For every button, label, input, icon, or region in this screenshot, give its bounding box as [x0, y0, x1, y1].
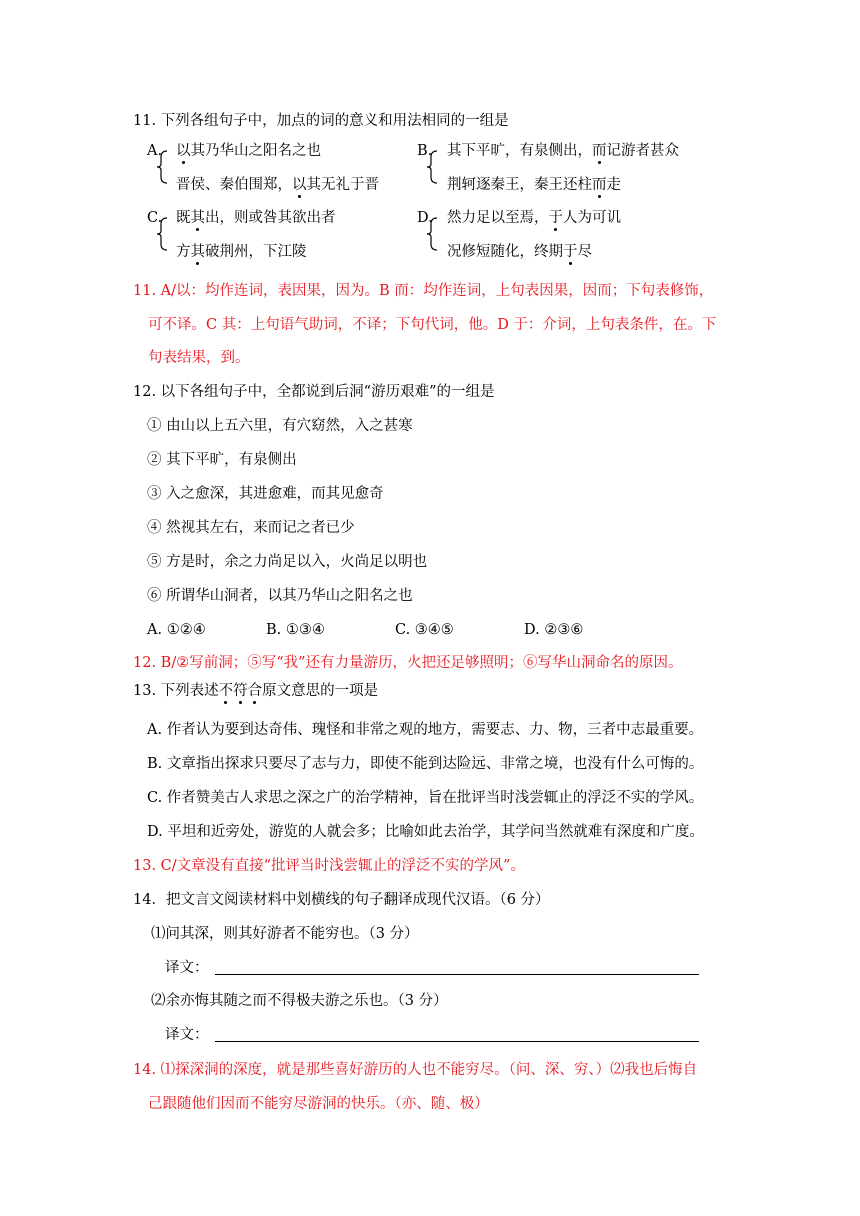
- emphasis-dot-word: 其: [190, 244, 205, 260]
- brace-d: [425, 217, 439, 251]
- emphasis-dot-word: 于: [548, 210, 563, 226]
- emphasis-dot-word: 以: [292, 177, 307, 193]
- q11-d-line1: 然力足以至焉，于人为可讥: [447, 210, 621, 226]
- brace-b: [425, 150, 439, 184]
- question-13-stem: 13. 下列表述不符合原文意思的一项是: [133, 683, 379, 699]
- emphasis-dot-word: 于: [563, 244, 578, 260]
- question-14-stem: 14．把文言文阅读材料中划横线的句子翻译成现代汉语。（6 分）: [133, 892, 550, 908]
- emphasis-dot-word: 不: [218, 683, 234, 699]
- q14-sentence-1: ⑴问其深，则其好游者不能穷也。（3 分）: [151, 926, 419, 942]
- emphasis-dot-word: 合: [247, 683, 263, 699]
- q14-sentence-2: ⑵余亦悔其随之而不得极夫游之乐也。（3 分）: [151, 993, 448, 1009]
- q11-option-a-label: A.: [147, 143, 163, 159]
- q11-b-line2: 荆轲逐秦王，秦王还柱而走: [447, 177, 621, 193]
- q12-option-d: D. ②③⑥: [524, 622, 584, 638]
- emphasis-dot-word: 而: [592, 143, 607, 159]
- question-11-stem: 11. 下列各组句子中，加点的词的意义和用法相同的一组是: [133, 113, 509, 129]
- q13-answer: 13. C/文章没有直接“批评当时浅尝辄止的浮泛不实的学风”。: [133, 858, 525, 874]
- q12-item-1: ① 由山以上五六里，有穴窈然，入之甚寒: [147, 418, 413, 434]
- q13-option-d: D. 平坦和近旁处，游览的人就会多；比喻如此去治学，其学问当然就难有深度和广度。: [147, 824, 704, 840]
- q11-b-line1: 其下平旷，有泉侧出，而记游者甚众: [447, 143, 679, 159]
- q12-item-5: ⑤ 方是时，余之力尚足以入，火尚足以明也: [147, 554, 428, 570]
- q13-option-a: A. 作者认为要到达奇伟、瑰怪和非常之观的地方，需要志、力、物，三者中志最重要。: [147, 722, 704, 738]
- q13-option-b: B. 文章指出探求只要尽了志与力，即使不能到达险远、非常之境，也没有什么可悔的。: [147, 756, 704, 772]
- q11-c-line2: 方其破荆州，下江陵: [176, 244, 307, 260]
- q14-translation-1-label: 译文：: [165, 960, 209, 976]
- q11-answer-line3: 句表结果，到。: [148, 350, 250, 366]
- emphasis-dot-word: 符: [233, 683, 248, 699]
- q12-option-b: B. ①③④: [266, 622, 325, 638]
- brace-a: [155, 150, 169, 184]
- q12-option-c: C. ③④⑤: [395, 622, 454, 638]
- emphasis-dot-word: 以: [176, 143, 191, 159]
- q12-item-2: ② 其下平旷，有泉侧出: [147, 452, 297, 468]
- q11-c-line1: 既其出，则或咎其欲出者: [176, 210, 336, 226]
- q14-translation-2-label: 译文：: [165, 1027, 209, 1043]
- q11-option-b-label: B.: [417, 143, 433, 159]
- q12-item-4: ④ 然视其左右，来而记之者已少: [147, 520, 355, 536]
- q12-item-3: ③ 入之愈深，其进愈难，而其见愈奇: [147, 486, 384, 502]
- q12-item-6: ⑥ 所谓华山洞者，以其乃华山之阳名之也: [147, 588, 413, 604]
- q11-answer-line2: 可不译。C 其：上句语气助词，不译；下句代词，他。D 于：介词，上句表条件，在。下: [148, 317, 717, 333]
- q11-d-line2: 况修短随化，终期于尽: [447, 244, 592, 260]
- emphasis-dot-word: 其: [190, 210, 205, 226]
- q11-a-line1: 以其乃华山之阳名之也: [176, 143, 321, 159]
- q11-a-line2: 晋侯、秦伯围郑，以其无礼于晋: [176, 177, 379, 193]
- q11-option-c-label: C.: [147, 210, 163, 226]
- brace-c: [155, 217, 169, 251]
- emphasis-dot-word: 而: [592, 177, 607, 193]
- q13-option-c: C. 作者赞美古人求思之深之广的治学精神，旨在批评当时浅尝辄止的浮泛不实的学风。: [147, 790, 704, 806]
- q14-answer-line1: 14. ⑴探深洞的深度，就是那些喜好游历的人也不能穷尽。（问、深、穷、）⑵我也后悔自: [133, 1062, 698, 1078]
- q14-answer-line2: 己跟随他们因而不能穷尽游洞的快乐。（亦、随、极）: [148, 1096, 489, 1112]
- q12-option-a: A. ①②④: [147, 622, 206, 638]
- q11-answer-line1: 11. A/以：均作连词，表因果，因为。B 而：均作连词，上句表因果，因而；下句表修饰，: [133, 283, 714, 299]
- answer-line-2[interactable]: [215, 1041, 699, 1042]
- question-12-stem: 12. 以下各组句子中，全都说到后洞“游历艰难”的一组是: [133, 384, 495, 400]
- q12-answer: 12. B/②写前洞；⑤写“我”还有力量游历，火把还足够照明；⑥写华山洞命名的原因。: [133, 655, 683, 671]
- answer-line-1[interactable]: [215, 974, 699, 975]
- q11-option-d-label: D.: [417, 210, 433, 226]
